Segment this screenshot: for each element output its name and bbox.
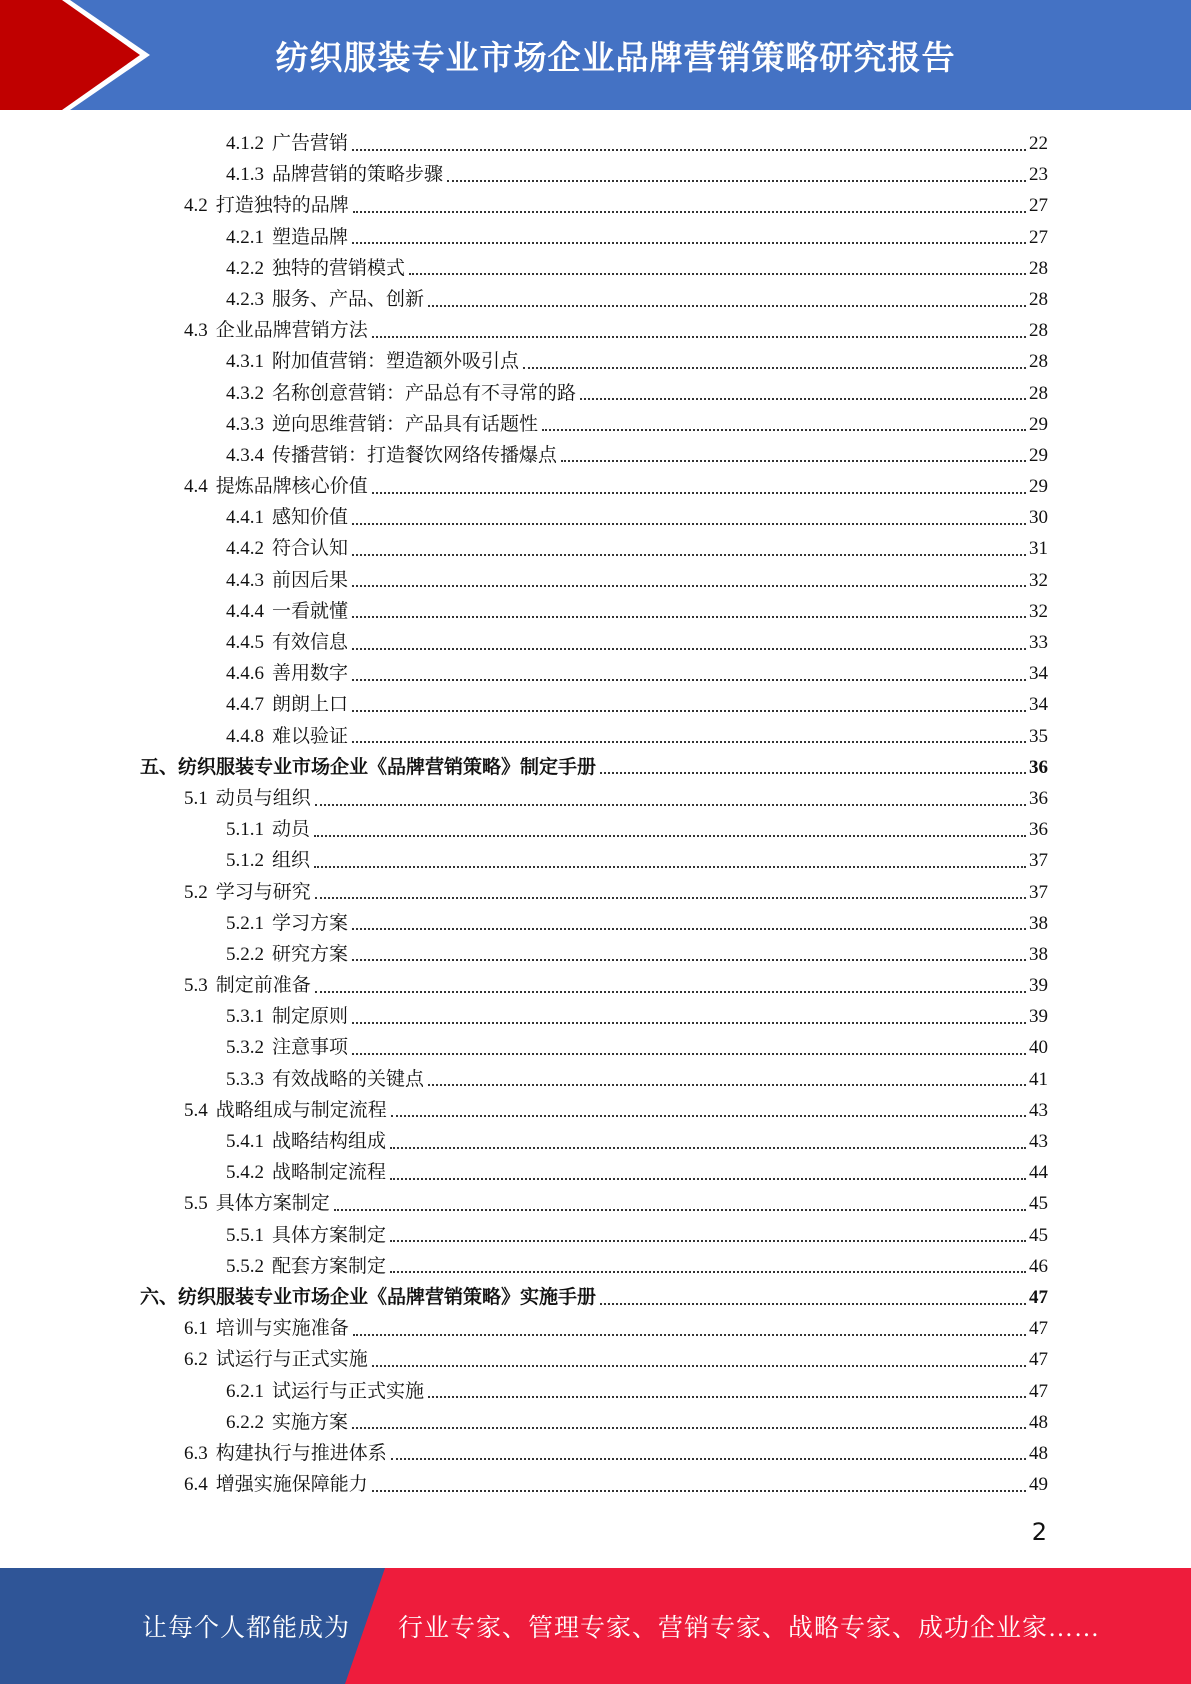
toc-entry-page: 33 (1029, 632, 1048, 653)
toc-entry-number: 4.2.2 (226, 257, 264, 279)
toc-entry-number: 4.2.3 (226, 288, 264, 310)
toc-entry[interactable] (140, 440, 1048, 471)
toc-dot-leader (447, 180, 1026, 182)
toc-entry-title: 有效战略的关键点 (272, 1068, 425, 1090)
toc-dot-leader (600, 772, 1026, 774)
toc-entry-title: 企业品牌营销方法 (215, 320, 368, 342)
toc-dot-leader (352, 554, 1026, 556)
toc-entry[interactable] (140, 533, 1048, 564)
toc-dot-leader (390, 1178, 1026, 1180)
toc-entry-page: 36 (1029, 756, 1048, 778)
toc-entry-title: 附加值营销：塑造额外吸引点 (272, 351, 520, 373)
toc-dot-leader (352, 928, 1026, 930)
toc-dot-leader (315, 897, 1026, 899)
page-number: 2 (1031, 1518, 1047, 1546)
toc-entry-number: 5.1.1 (226, 819, 264, 841)
toc-dot-leader (352, 710, 1026, 712)
toc-entry-page: 38 (1029, 912, 1048, 934)
toc-dot-leader (352, 523, 1026, 525)
toc-entry-number: 4.1.3 (226, 164, 264, 186)
toc-entry[interactable] (140, 752, 1048, 783)
toc-entry-number: 6.3 (184, 1442, 208, 1464)
toc-entry-number: 6.1 (184, 1318, 208, 1340)
toc-entry[interactable] (140, 596, 1048, 627)
toc-dot-leader (352, 959, 1026, 961)
toc-entry-title: 组织 (272, 850, 311, 872)
toc-dot-leader (391, 1458, 1026, 1460)
toc-dot-leader (352, 1022, 1026, 1024)
toc-entry-page: 29 (1029, 476, 1048, 498)
toc-entry[interactable] (140, 565, 1048, 596)
toc-entry[interactable] (140, 1282, 1048, 1313)
toc-entry-page: 45 (1029, 1224, 1048, 1246)
toc-entry-page: 39 (1029, 1006, 1048, 1028)
toc-entry-title: 感知价值 (272, 507, 349, 529)
toc-entry-page: 43 (1029, 1131, 1048, 1152)
toc-entry-page: 48 (1029, 1411, 1048, 1433)
toc-entry-number: 4.4.2 (226, 538, 264, 560)
toc-entry-title: 试运行与正式实施 (215, 1349, 368, 1371)
toc-entry[interactable] (140, 1188, 1048, 1219)
toc-entry[interactable] (140, 783, 1048, 814)
toc-entry[interactable] (140, 128, 1048, 159)
toc-entry-page: 37 (1029, 850, 1048, 872)
toc-dot-leader (315, 804, 1026, 806)
toc-entry[interactable] (140, 1032, 1048, 1063)
toc-entry-title: 五、纺织服装专业市场企业《品牌营销策略》制定手册 (140, 756, 597, 778)
toc-dot-leader (580, 398, 1026, 400)
toc-entry-title: 传播营销：打造餐饮网络传播爆点 (272, 444, 558, 466)
toc-entry-title: 难以验证 (272, 725, 349, 747)
toc-entry-page: 36 (1029, 787, 1048, 809)
toc-entry-page: 47 (1029, 1380, 1048, 1402)
toc-entry-title: 动员与组织 (215, 787, 311, 809)
toc-entry-number: 5.4.1 (226, 1131, 264, 1152)
toc-dot-leader (542, 429, 1026, 431)
toc-entry-number: 4.4.7 (226, 694, 264, 716)
toc-entry-title: 试运行与正式实施 (272, 1380, 425, 1402)
toc-entry-title: 动员 (272, 819, 311, 841)
toc-entry-page: 27 (1029, 226, 1048, 248)
page-header (0, 0, 1191, 110)
toc-entry-page: 47 (1029, 1318, 1048, 1340)
toc-entry-page: 43 (1029, 1099, 1048, 1121)
toc-dot-leader (428, 305, 1026, 307)
toc-entry[interactable] (140, 1438, 1048, 1469)
toc-entry-title: 战略组成与制定流程 (215, 1099, 387, 1121)
toc-entry[interactable] (140, 658, 1048, 689)
toc-entry-number: 4.4.3 (226, 569, 264, 591)
toc-entry[interactable] (140, 908, 1048, 939)
toc-entry[interactable] (140, 845, 1048, 876)
toc-entry-number: 6.2 (184, 1349, 208, 1371)
toc-entry-title: 学习与研究 (215, 881, 311, 903)
toc-entry-title: 配套方案制定 (272, 1255, 387, 1277)
toc-dot-leader (352, 149, 1026, 151)
toc-entry-title: 提炼品牌核心价值 (215, 476, 368, 498)
toc-entry-page: 28 (1029, 288, 1048, 310)
table-of-contents (140, 128, 1048, 1500)
toc-entry[interactable] (140, 378, 1048, 409)
toc-entry-title: 制定原则 (272, 1006, 349, 1028)
toc-entry-title: 构建执行与推进体系 (215, 1442, 387, 1464)
toc-entry[interactable] (140, 1407, 1048, 1438)
toc-entry[interactable] (140, 814, 1048, 845)
toc-entry-number: 5.3.3 (226, 1068, 264, 1090)
toc-entry-title: 朗朗上口 (272, 694, 349, 716)
toc-dot-leader (428, 1396, 1026, 1398)
toc-entry-number: 4.4.6 (226, 663, 264, 685)
toc-entry-page: 48 (1029, 1442, 1048, 1464)
toc-entry[interactable] (140, 1095, 1048, 1126)
toc-dot-leader (352, 679, 1026, 681)
toc-entry-title: 逆向思维营销：产品具有话题性 (272, 413, 539, 435)
toc-entry-page: 37 (1029, 881, 1048, 903)
toc-dot-leader (315, 991, 1026, 993)
footer-slogan-right: 行业专家、管理专家、营销专家、战略专家、成功企业家…… (398, 1615, 1101, 1642)
toc-dot-leader (372, 492, 1026, 494)
toc-entry-page: 39 (1029, 975, 1048, 997)
toc-entry-page: 29 (1029, 444, 1048, 466)
toc-dot-leader (390, 1147, 1026, 1149)
toc-entry[interactable] (140, 159, 1048, 190)
toc-entry-page: 34 (1029, 663, 1048, 685)
toc-entry-title: 广告营销 (272, 133, 349, 154)
toc-entry-number: 4.4 (184, 476, 208, 498)
toc-entry[interactable] (140, 721, 1048, 752)
toc-entry-page: 35 (1029, 725, 1048, 747)
toc-entry[interactable] (140, 1376, 1048, 1407)
toc-entry-number: 5.4 (184, 1099, 208, 1121)
toc-dot-leader (372, 1365, 1026, 1367)
toc-entry[interactable] (140, 346, 1048, 377)
toc-entry-number: 4.3 (184, 320, 208, 342)
toc-entry-number: 5.3 (184, 975, 208, 997)
toc-entry-number: 4.3.3 (226, 413, 264, 435)
toc-entry[interactable] (140, 471, 1048, 502)
toc-entry-number: 4.4.1 (226, 507, 264, 529)
toc-entry-page: 28 (1029, 320, 1048, 342)
document-title: 纺织服装专业市场企业品牌营销策略研究报告 (275, 37, 956, 77)
toc-entry[interactable] (140, 253, 1048, 284)
toc-dot-leader (352, 585, 1026, 587)
toc-entry[interactable] (140, 1469, 1048, 1500)
toc-entry-title: 善用数字 (272, 663, 349, 685)
toc-dot-leader (391, 1115, 1026, 1117)
toc-dot-leader (334, 1209, 1026, 1211)
toc-dot-leader (409, 273, 1026, 275)
toc-entry-number: 4.2 (184, 195, 208, 217)
toc-entry-number: 4.4.8 (226, 725, 264, 747)
toc-entry[interactable] (140, 689, 1048, 720)
toc-entry-title: 服务、产品、创新 (272, 288, 425, 310)
toc-entry-page: 34 (1029, 694, 1048, 716)
toc-entry-page: 32 (1029, 600, 1048, 622)
toc-entry-title: 研究方案 (272, 943, 349, 965)
toc-entry-page: 28 (1029, 257, 1048, 279)
toc-dot-leader (352, 741, 1026, 743)
toc-dot-leader (353, 211, 1026, 213)
toc-entry-page: 41 (1029, 1068, 1048, 1090)
toc-entry-title: 符合认知 (272, 538, 349, 560)
toc-entry-page: 22 (1029, 133, 1048, 154)
toc-entry-number: 5.3.1 (226, 1006, 264, 1028)
toc-entry-number: 5.3.2 (226, 1037, 264, 1059)
toc-entry-number: 5.2.1 (226, 912, 264, 934)
toc-entry-page: 38 (1029, 943, 1048, 965)
toc-entry-page: 47 (1029, 1286, 1048, 1308)
toc-entry-number: 5.5.2 (226, 1255, 264, 1277)
toc-entry-page: 27 (1029, 195, 1048, 217)
toc-entry[interactable] (140, 315, 1048, 346)
toc-dot-leader (390, 1271, 1026, 1273)
toc-entry-page: 29 (1029, 413, 1048, 435)
page-footer (0, 1568, 1191, 1684)
toc-entry[interactable] (140, 1126, 1048, 1157)
toc-entry-number: 5.5 (184, 1193, 208, 1215)
toc-entry[interactable] (140, 1313, 1048, 1344)
toc-entry-number: 4.3.1 (226, 351, 264, 373)
toc-dot-leader (352, 1053, 1026, 1055)
toc-entry-title: 具体方案制定 (272, 1224, 387, 1246)
toc-dot-leader (314, 835, 1026, 837)
toc-entry-title: 增强实施保障能力 (215, 1474, 368, 1496)
toc-dot-leader (352, 1427, 1026, 1429)
footer-slogan-left: 让每个人都能成为 (142, 1615, 351, 1642)
toc-entry-number: 5.2.2 (226, 943, 264, 965)
toc-entry[interactable] (140, 409, 1048, 440)
toc-entry-page: 23 (1029, 164, 1048, 186)
toc-entry-title: 名称创意营销：产品总有不寻常的路 (272, 382, 577, 404)
toc-dot-leader (352, 616, 1026, 618)
toc-dot-leader (428, 1084, 1026, 1086)
toc-entry[interactable] (140, 1001, 1048, 1032)
toc-entry-number: 6.4 (184, 1474, 208, 1496)
toc-entry-page: 28 (1029, 351, 1048, 373)
toc-entry-title: 品牌营销的策略步骤 (272, 164, 444, 186)
toc-entry[interactable] (140, 970, 1048, 1001)
toc-entry-page: 40 (1029, 1037, 1048, 1059)
toc-entry-page: 32 (1029, 569, 1048, 591)
toc-entry-number: 4.4.5 (226, 632, 264, 653)
toc-entry-page: 49 (1029, 1474, 1048, 1496)
toc-entry-number: 6.2.1 (226, 1380, 264, 1402)
toc-entry[interactable] (140, 190, 1048, 221)
toc-entry-number: 5.5.1 (226, 1224, 264, 1246)
toc-entry-page: 31 (1029, 538, 1048, 560)
toc-entry-page: 46 (1029, 1255, 1048, 1277)
toc-entry-title: 具体方案制定 (215, 1193, 330, 1215)
toc-entry-page: 30 (1029, 507, 1048, 529)
toc-entry-title: 六、纺织服装专业市场企业《品牌营销策略》实施手册 (140, 1286, 597, 1308)
toc-entry-number: 5.1.2 (226, 850, 264, 872)
toc-entry-number: 4.2.1 (226, 226, 264, 248)
toc-entry-number: 5.1 (184, 787, 208, 809)
toc-dot-leader (561, 460, 1026, 462)
toc-entry-title: 实施方案 (272, 1411, 349, 1433)
toc-entry-title: 学习方案 (272, 912, 349, 934)
toc-entry-page: 36 (1029, 819, 1048, 841)
toc-entry-number: 4.3.4 (226, 444, 264, 466)
toc-entry[interactable] (140, 939, 1048, 970)
toc-entry-title: 一看就懂 (272, 600, 349, 622)
toc-entry-number: 5.2 (184, 881, 208, 903)
toc-dot-leader (352, 242, 1026, 244)
toc-entry-title: 培训与实施准备 (215, 1318, 349, 1340)
toc-dot-leader (523, 367, 1026, 369)
toc-entry[interactable] (140, 1157, 1048, 1188)
toc-entry-number: 6.2.2 (226, 1411, 264, 1433)
toc-entry[interactable] (140, 1344, 1048, 1375)
toc-dot-leader (372, 336, 1026, 338)
toc-entry-title: 战略结构组成 (272, 1131, 387, 1152)
toc-entry[interactable] (140, 1064, 1048, 1095)
toc-entry-page: 44 (1029, 1162, 1048, 1184)
toc-entry-title: 打造独特的品牌 (215, 195, 349, 217)
toc-entry[interactable] (140, 1251, 1048, 1282)
toc-entry[interactable] (140, 284, 1048, 315)
header-arrow-decoration (0, 0, 170, 110)
toc-entry-number: 4.4.4 (226, 600, 264, 622)
toc-entry-page: 45 (1029, 1193, 1048, 1215)
toc-entry-title: 有效信息 (272, 632, 349, 653)
toc-dot-leader (352, 648, 1026, 650)
toc-entry-page: 47 (1029, 1349, 1048, 1371)
toc-entry[interactable] (140, 1220, 1048, 1251)
toc-entry-title: 塑造品牌 (272, 226, 349, 248)
toc-entry-number: 4.1.2 (226, 133, 264, 154)
toc-dot-leader (353, 1334, 1026, 1336)
toc-dot-leader (600, 1303, 1026, 1305)
toc-entry[interactable] (140, 222, 1048, 253)
toc-entry-title: 前因后果 (272, 569, 349, 591)
toc-entry-number: 5.4.2 (226, 1162, 264, 1184)
toc-entry-title: 战略制定流程 (272, 1162, 387, 1184)
toc-entry[interactable] (140, 627, 1048, 658)
toc-entry[interactable] (140, 877, 1048, 908)
toc-entry-title: 独特的营销模式 (272, 257, 406, 279)
toc-entry-page: 28 (1029, 382, 1048, 404)
toc-dot-leader (390, 1240, 1026, 1242)
toc-entry[interactable] (140, 502, 1048, 533)
toc-entry-title: 制定前准备 (215, 975, 311, 997)
toc-entry-number: 4.3.2 (226, 382, 264, 404)
toc-entry-title: 注意事项 (272, 1037, 349, 1059)
toc-dot-leader (314, 866, 1026, 868)
toc-dot-leader (372, 1490, 1026, 1492)
